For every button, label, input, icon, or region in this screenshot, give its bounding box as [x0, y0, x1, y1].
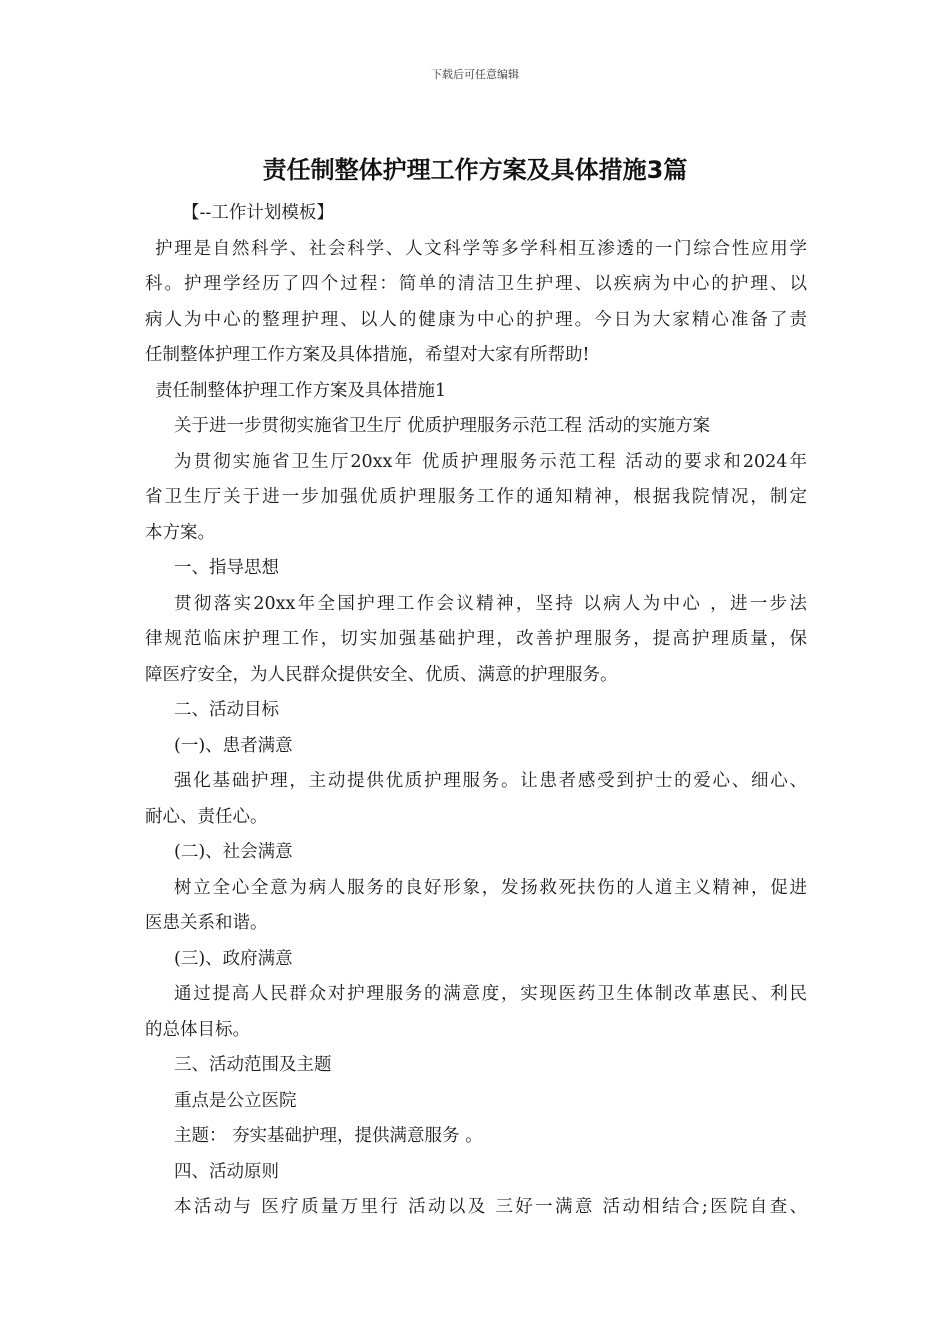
section-heading: 一、指导思想 — [174, 558, 279, 578]
paragraph-line: 贯彻落实20xx年全国护理工作会议精神，坚持 以病人为中心 ，进一步法 — [174, 593, 807, 614]
paragraph-line: 任制整体护理工作方案及具体措施，希望对大家有所帮助! — [145, 345, 590, 365]
paragraph-line: 本活动与 医疗质量万里行 活动以及 三好一满意 活动相结合;医院自查、 — [174, 1197, 807, 1217]
section-heading: 三、活动范围及主题 — [174, 1055, 332, 1075]
paragraph-line: 树立全心全意为病人服务的良好形象，发扬救死扶伤的人道主义精神，促进 — [174, 877, 807, 898]
subsection-heading: (二)、社会满意 — [174, 842, 293, 862]
paragraph-line: 通过提高人民群众对护理服务的满意度，实现医药卫生体制改革惠民、利民 — [174, 984, 807, 1004]
paragraph-line: 主题： 夯实基础护理，提供满意服务 。 — [174, 1126, 483, 1146]
paragraph-line: 省卫生厅关于进一步加强优质护理服务工作的通知精神，根据我院情况，制定 — [145, 487, 807, 507]
paragraph-line: 病人为中心的整理护理、以人的健康为中心的护理。今日为大家精心准备了责 — [145, 309, 807, 330]
paragraph-line: 关于进一步贯彻实施省卫生厅 优质护理服务示范工程 活动的实施方案 — [174, 416, 711, 436]
paragraph-line: 律规范临床护理工作，切实加强基础护理，改善护理服务，提高护理质量，保 — [145, 629, 807, 649]
paragraph-line: 耐心、责任心。 — [145, 806, 268, 827]
paragraph-line: 护理是自然科学、社会科学、人文科学等多学科相互渗透的一门综合性应用学 — [155, 238, 807, 259]
tag-line: 【--工作计划模板】 — [182, 203, 334, 223]
paragraph-line: 强化基础护理，主动提供优质护理服务。让患者感受到护士的爱心、细心、 — [174, 771, 807, 791]
paragraph-line: 的总体目标。 — [145, 1019, 250, 1040]
paragraph-line: 本方案。 — [145, 522, 215, 543]
subsection-heading: (一)、患者满意 — [174, 735, 293, 756]
section-heading: 四、活动原则 — [174, 1161, 279, 1182]
paragraph-line: 科。护理学经历了四个过程：简单的清洁卫生护理、以疾病为中心的护理、以 — [145, 274, 807, 294]
document-body — [145, 196, 807, 1226]
paragraph-line: 医患关系和谐。 — [145, 913, 268, 933]
document-title: 责任制整体护理工作方案及具体措施3篇 — [262, 156, 688, 184]
header-note: 下载后可任意编辑 — [431, 68, 519, 81]
paragraph-line: 为贯彻实施省卫生厅20xx年 优质护理服务示范工程 活动的要求和2024年 — [174, 451, 807, 472]
section-heading: 二、活动目标 — [174, 700, 279, 720]
paragraph-line: 重点是公立医院 — [174, 1090, 297, 1111]
section-title: 责任制整体护理工作方案及具体措施1 — [155, 380, 447, 401]
paragraph-line: 障医疗安全，为人民群众提供安全、优质、满意的护理服务。 — [145, 664, 618, 685]
subsection-heading: (三)、政府满意 — [174, 948, 293, 969]
